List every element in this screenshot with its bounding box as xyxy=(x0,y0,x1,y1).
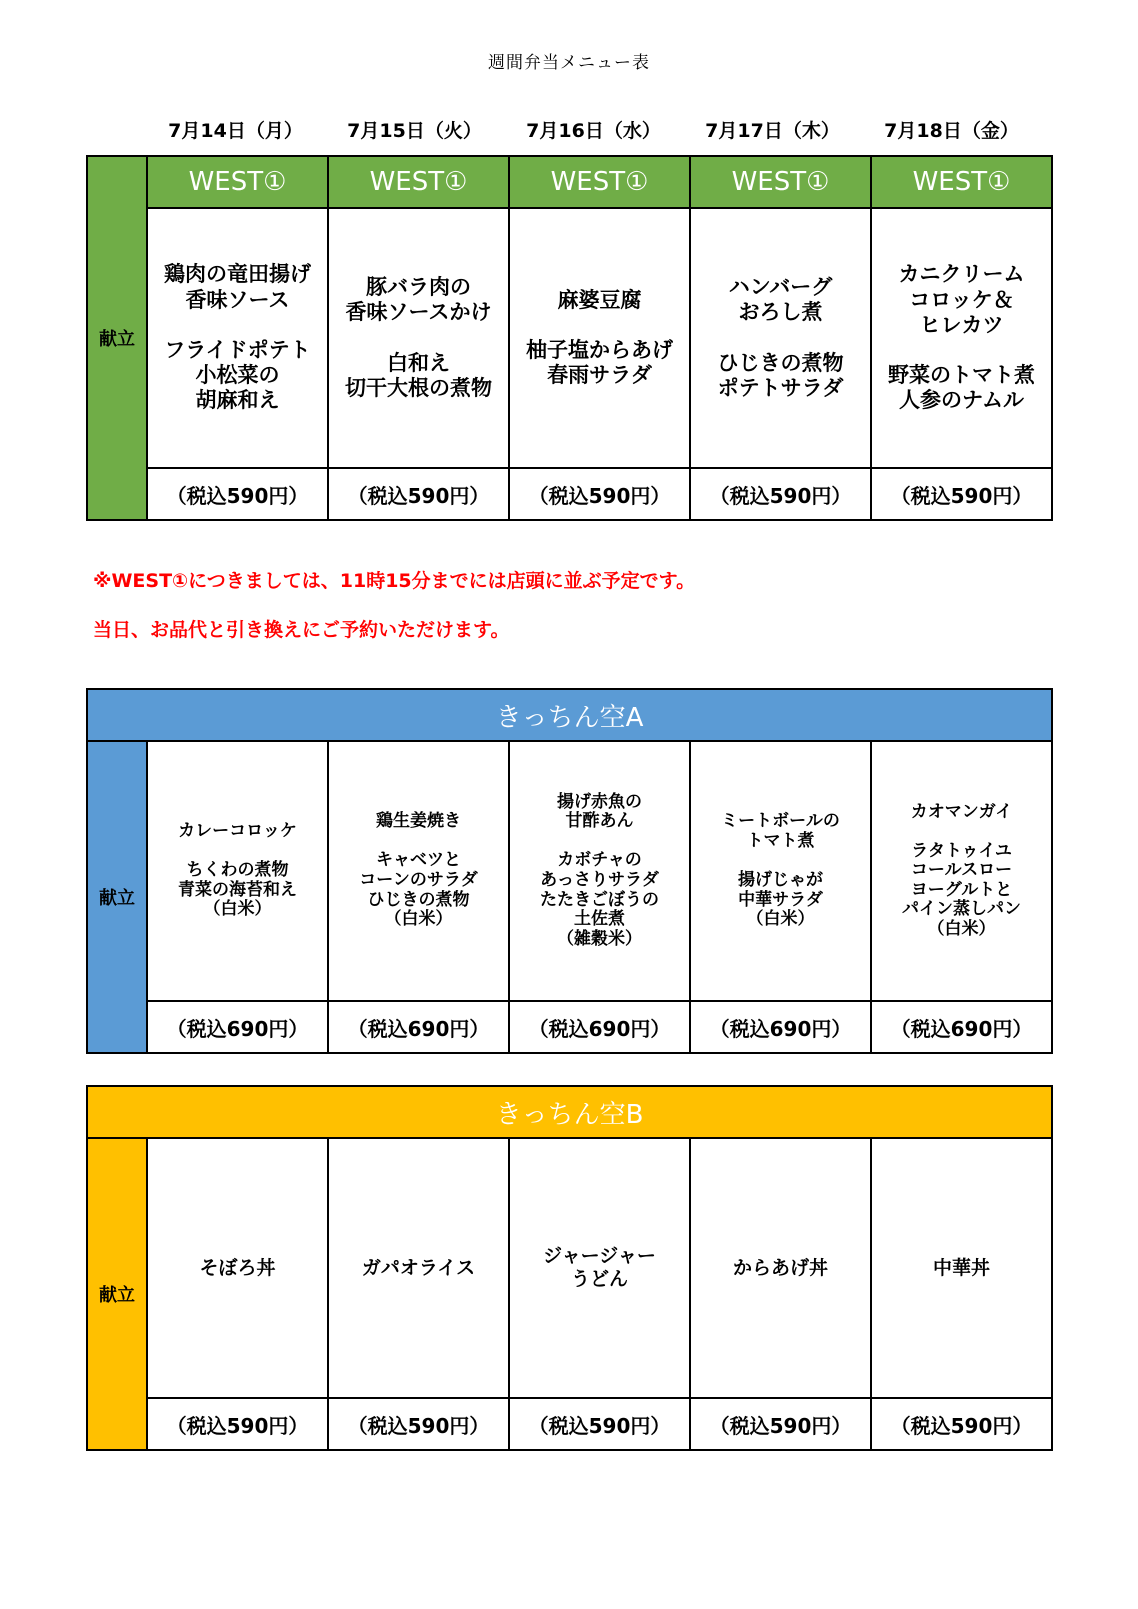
side-label: 献立 xyxy=(87,156,147,520)
menu-price: （税込690円） xyxy=(328,1001,509,1053)
menu-price: （税込690円） xyxy=(509,1001,690,1053)
notice-text: 当日、お品代と引き換えにご予約いただけます。 xyxy=(93,619,510,641)
menu-price: （税込590円） xyxy=(871,468,1052,520)
menu-header: WEST① xyxy=(509,156,690,208)
menu-header: WEST① xyxy=(690,156,871,208)
menu-items: 鶏肉の竜田揚げ 香味ソース フライドポテト 小松菜の 胡麻和え xyxy=(147,208,328,468)
menu-price: （税込590円） xyxy=(328,1398,509,1450)
menu-price: （税込690円） xyxy=(147,1001,328,1053)
day-header-row xyxy=(146,116,1041,143)
day-label: 7月16日（水） xyxy=(526,120,661,142)
day-label: 7月15日（火） xyxy=(347,120,482,142)
menu-header: きっちん空A xyxy=(87,689,1052,741)
menu-items: 中華丼 xyxy=(871,1138,1052,1398)
menu-items: ガパオライス xyxy=(328,1138,509,1398)
menu-items: 豚バラ肉の 香味ソースかけ 白和え 切干大根の煮物 xyxy=(328,208,509,468)
menu-items: そぼろ丼 xyxy=(147,1138,328,1398)
menu-price: （税込590円） xyxy=(328,468,509,520)
menu-header: WEST① xyxy=(871,156,1052,208)
west-menu-table xyxy=(86,155,1053,521)
menu-items: カニクリーム コロッケ＆ ヒレカツ 野菜のトマト煮 人参のナムル xyxy=(871,208,1052,468)
menu-items: ジャージャー うどん xyxy=(509,1138,690,1398)
day-label: 7月14日（月） xyxy=(168,120,303,142)
day-label: 7月17日（木） xyxy=(705,120,840,142)
menu-price: （税込590円） xyxy=(147,468,328,520)
menu-price: （税込590円） xyxy=(690,1398,871,1450)
menu-price: （税込590円） xyxy=(509,1398,690,1450)
menu-items: ミートボールの トマト煮 揚げじゃが 中華サラダ （白米） xyxy=(690,741,871,1001)
menu-items: カオマンガイ ラタトゥイユ コールスロー ヨーグルトと パイン蒸しパン （白米） xyxy=(871,741,1052,1001)
menu-header: きっちん空B xyxy=(87,1086,1052,1138)
menu-price: （税込690円） xyxy=(871,1001,1052,1053)
notice-text: ※WEST①につきましては、11時15分までには店頭に並ぶ予定です。 xyxy=(93,570,696,592)
kitchen-b-menu-table xyxy=(86,1085,1053,1451)
menu-price: （税込590円） xyxy=(690,468,871,520)
menu-items: ハンバーグ おろし煮 ひじきの煮物 ポテトサラダ xyxy=(690,208,871,468)
menu-price: （税込590円） xyxy=(147,1398,328,1450)
day-label: 7月18日（金） xyxy=(884,120,1019,142)
menu-items: 鶏生姜焼き キャベツと コーンのサラダ ひじきの煮物 （白米） xyxy=(328,741,509,1001)
menu-header: WEST① xyxy=(147,156,328,208)
menu-price: （税込590円） xyxy=(871,1398,1052,1450)
menu-items: 揚げ赤魚の 甘酢あん カボチャの あっさりサラダ たたきごぼうの 土佐煮 （雑穀米） xyxy=(509,741,690,1001)
menu-price: （税込690円） xyxy=(690,1001,871,1053)
side-label: 献立 xyxy=(87,1138,147,1450)
menu-header: WEST① xyxy=(328,156,509,208)
menu-items: 麻婆豆腐 柚子塩からあげ 春雨サラダ xyxy=(509,208,690,468)
menu-price: （税込590円） xyxy=(509,468,690,520)
side-label: 献立 xyxy=(87,741,147,1053)
menu-items: カレーコロッケ ちくわの煮物 青菜の海苔和え （白米） xyxy=(147,741,328,1001)
page-title: 週間弁当メニュー表 xyxy=(488,53,650,73)
menu-items: からあげ丼 xyxy=(690,1138,871,1398)
kitchen-a-menu-table xyxy=(86,688,1053,1054)
